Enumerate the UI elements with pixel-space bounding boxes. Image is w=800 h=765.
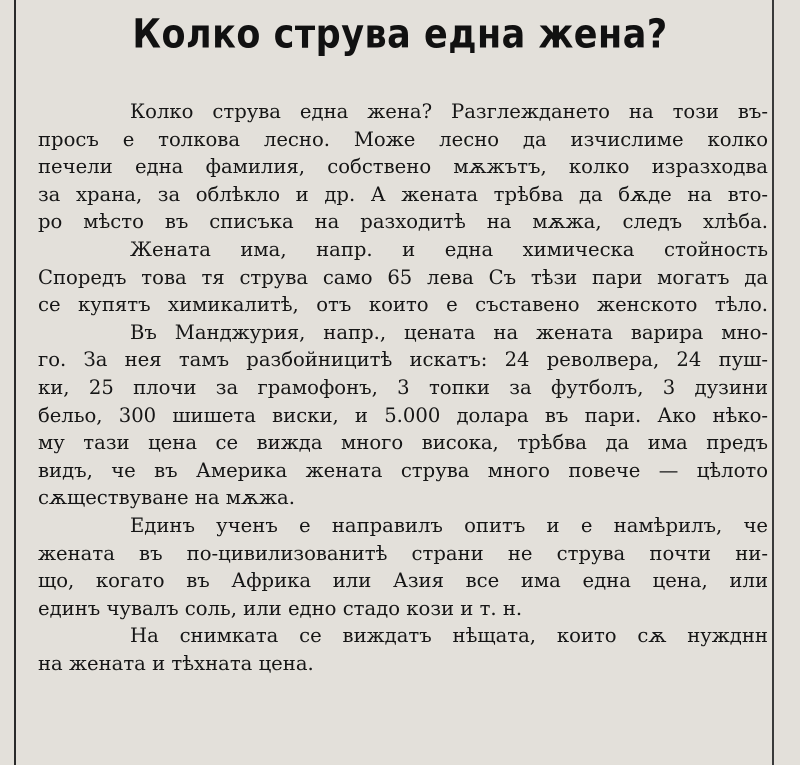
- article-line: На снимката се виждатъ нѣщата, които сѫ нужднн: [130, 624, 768, 648]
- article-line: просъ е толкова лесно. Може лесно да изчислимe колко: [38, 127, 768, 151]
- article-line: бельо, 300 шишета виски, и 5.000 долара въ пари. Ако нѣко-: [38, 403, 768, 427]
- article-body: [38, 98, 768, 677]
- article-line: Колко струва една жена? Разглеждането на този въ-: [130, 100, 768, 123]
- article-line: на жената и тѣхната цена.: [38, 651, 314, 675]
- article-line: ки, 25 плочи за грамофонъ, 3 топки за футболъ, 3 дузини: [38, 375, 768, 399]
- article-line: видъ, че въ Америка жената струва много повече — цѣлото: [38, 458, 768, 482]
- article-line: го. За нея тамъ разбойницитѣ искатъ: 24 револвера, 24 пуш-: [38, 348, 768, 372]
- right-column-rule: [772, 0, 774, 765]
- article-line: за храна, за облѣкло и др. А жената трѣбва да бѫде на вто-: [38, 182, 768, 206]
- article-line: Единъ ученъ е направилъ опитъ и е намѣрилъ, че: [130, 513, 768, 537]
- article-line: Въ Манджурия, напр., цената на жената варира мно-: [130, 320, 768, 344]
- article-line: сѫществуване на мѫжа.: [38, 486, 295, 510]
- left-column-rule: [14, 0, 16, 765]
- article-line: печели една фамилия, собствено мѫжътъ, колко изразходва: [38, 155, 768, 179]
- article-line: жената въ по-цивилизованитѣ страни не струва почти ни-: [38, 541, 768, 565]
- article-line: Споредъ това тя струва само 65 лева Съ тѣзи пари могатъ да: [38, 265, 768, 289]
- article-title: Колко струва една жена?: [132, 12, 668, 58]
- article-line: се купятъ химикалитѣ, отъ които е съставено женското тѣло.: [38, 293, 768, 317]
- article-line: що, когато въ Африка или Азия все има една цена, или: [38, 569, 768, 593]
- article-line: му тази цена се вижда много висока, трѣбва да има предъ: [38, 431, 768, 455]
- article-line: единъ чувалъ соль, или едно стадо кози и т. н.: [38, 596, 523, 620]
- article-line: ро мѣсто въ списъка на разходитѣ на мѫжа, следъ хлѣба.: [38, 210, 768, 234]
- article-line: Жената има, напр. и една химическа стойность: [130, 237, 768, 261]
